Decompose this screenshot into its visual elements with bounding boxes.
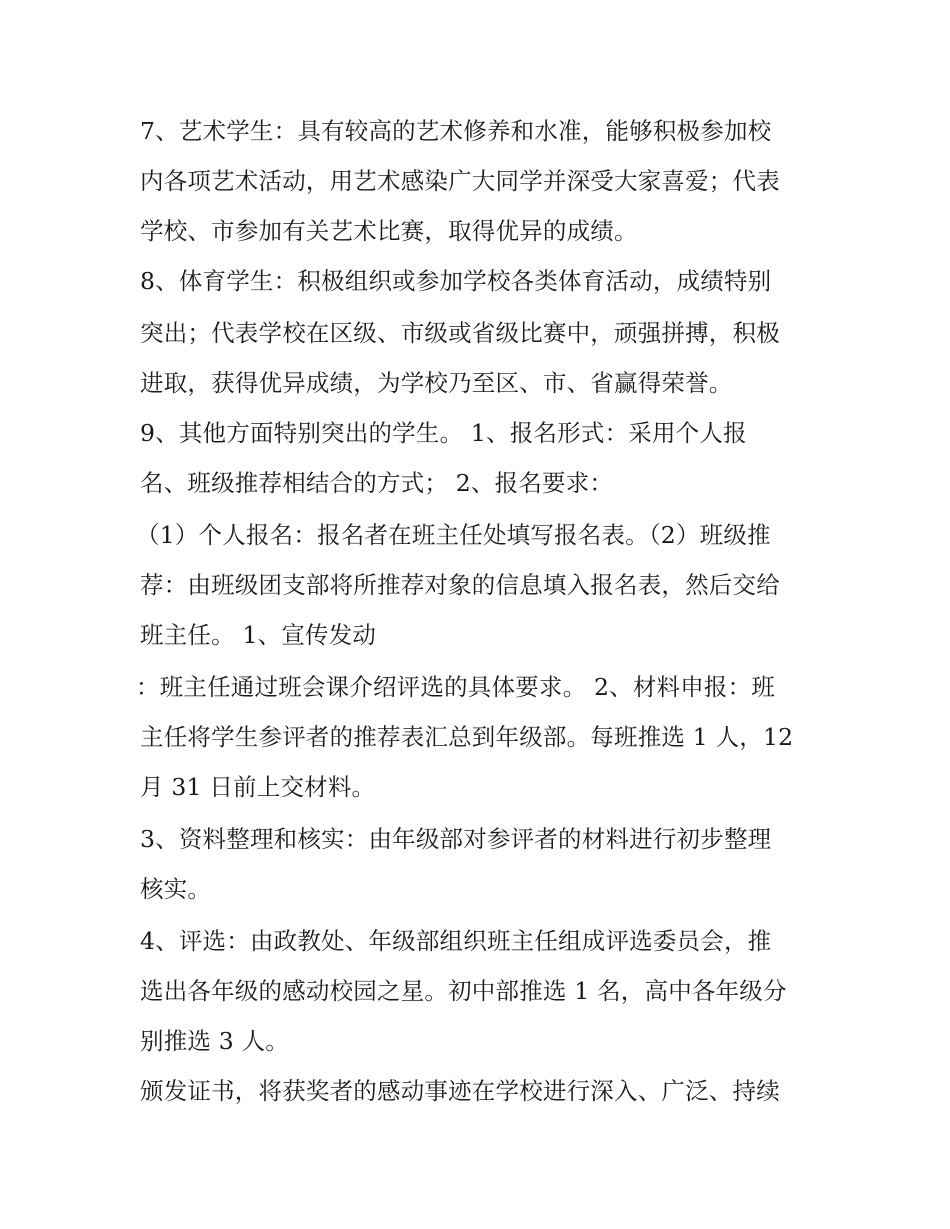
- text-line: （1）个人报名：报名者在班主任处填写报名表。（2）班级推: [136, 521, 771, 549]
- text-line: 月 31 日前上交材料。: [140, 773, 376, 801]
- text-line: 内各项艺术活动，用艺术感染广大同学并深受大家喜爱；代表: [140, 167, 780, 195]
- text-line: 学校、市参加有关艺术比赛，取得优异的成绩。: [140, 217, 638, 245]
- text-line: 别推选 3 人。: [140, 1027, 289, 1055]
- text-line: 主任将学生参评者的推荐表汇总到年级部。每班推选 1 人，12: [140, 723, 794, 751]
- text-line: 突出；代表学校在区级、市级或省级比赛中，顽强拼搏，积极: [140, 319, 780, 347]
- text-line: ：班主任通过班会课介绍评选的具体要求。 2、材料申报：班: [136, 673, 776, 701]
- text-line: 名、班级推荐相结合的方式； 2、报名要求：: [140, 469, 614, 497]
- text-line: 班主任。 1、宣传发动: [140, 621, 377, 649]
- text-line: 8、体育学生：积极组织或参加学校各类体育活动，成绩特别: [140, 267, 772, 295]
- text-line: 选出各年级的感动校园之星。初中部推选 1 名，高中各年级分: [140, 977, 787, 1005]
- text-line: 荐：由班级团支部将所推荐对象的信息填入报名表，然后交给: [140, 571, 780, 599]
- text-line: 9、其他方面特别突出的学生。 1、报名形式：采用个人报: [140, 419, 747, 447]
- text-line: 核实。: [140, 875, 212, 903]
- text-line: 7、艺术学生：具有较高的艺术修养和水准，能够积极参加校: [140, 117, 772, 145]
- text-line: 颁发证书，将获奖者的感动事迹在学校进行深入、广泛、持续: [140, 1077, 780, 1105]
- text-line: 3、资料整理和核实：由年级部对参评者的材料进行初步整理: [140, 825, 772, 853]
- text-line: 4、评选：由政教处、年级部组织班主任组成评选委员会，推: [140, 927, 772, 955]
- text-line: 进取，获得优异成绩，为学校乃至区、市、省赢得荣誉。: [140, 369, 733, 397]
